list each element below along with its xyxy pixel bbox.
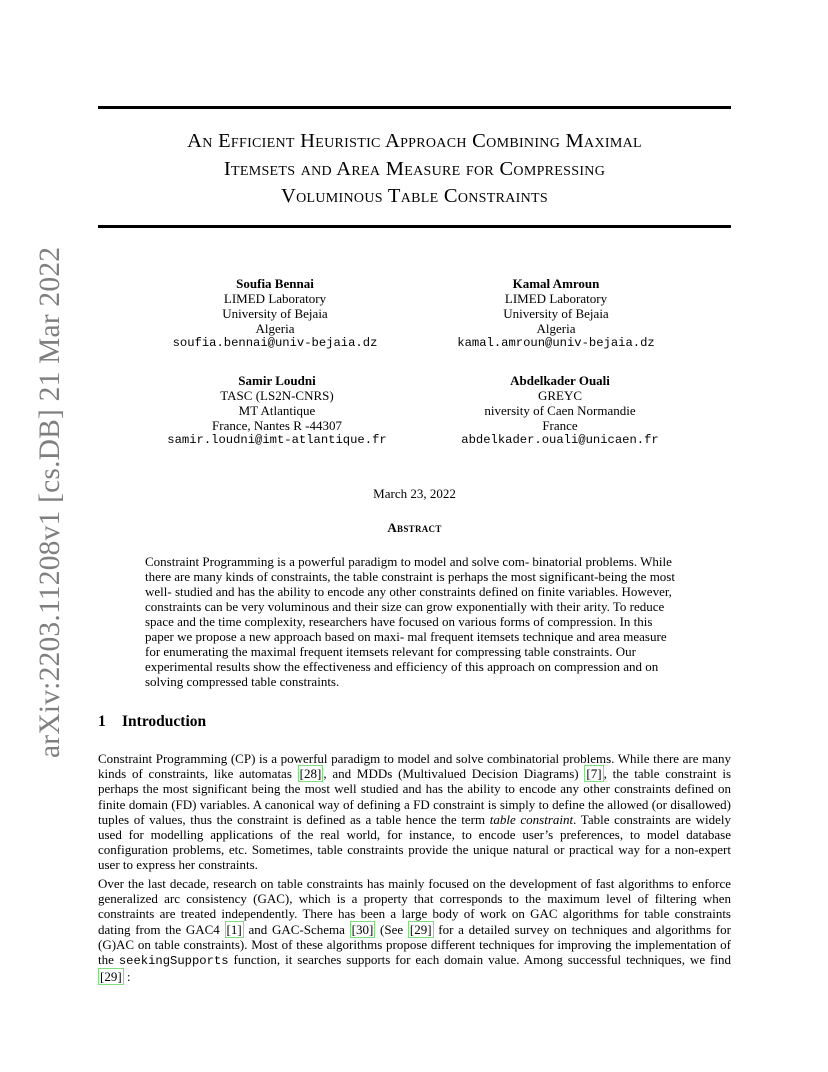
author-name: Kamal Amroun <box>512 276 600 291</box>
paragraph-text: for a detailed survey on techniques and algorithms for (G)AC on table constraints). Most of these algorithms propose different techniques for improving the implementation of the <box>98 921 731 968</box>
abstract-heading: Abstract <box>387 520 442 535</box>
arxiv-sidebar-id: arXiv:2203.11208v1 [cs.DB] 21 Mar 2022 <box>34 246 66 758</box>
paragraph-text: , and MDDs (Multivalued Decision Diagrams) <box>323 766 585 782</box>
author-email[interactable]: kamal.amroun@univ-bejaia.dz <box>457 336 655 350</box>
author-affiliation: University of Bejaia <box>222 306 328 321</box>
title-line-1: An Efficient Heuristic Approach Combining Maximal <box>187 130 642 152</box>
author-affiliation: LIMED Laboratory <box>223 291 327 306</box>
title-top-rule <box>98 106 731 109</box>
citation-link[interactable]: [1] <box>226 921 242 937</box>
author-block <box>127 373 427 448</box>
author-block <box>410 373 710 448</box>
citation-link[interactable]: [29] <box>409 921 432 937</box>
title-line-3: Voluminous Table Constraints <box>281 185 548 207</box>
paragraph-text: : <box>123 969 131 985</box>
citation-link[interactable]: [30] <box>351 921 374 937</box>
title-bottom-rule <box>98 225 731 228</box>
paragraph-text: and GAC-Schema <box>243 921 350 937</box>
title-line-2: Itemsets and Area Measure for Compressing <box>223 157 606 180</box>
section-title: Introduction <box>122 713 207 730</box>
emphasized-term: table constraint <box>489 811 574 827</box>
paragraph-text: . Table constraints are widely used for modelling applications of the real world, for instance, to encode user’s preferences, to model database configuration problems, etc. Sometimes, table constraints provide the unique natural or practical way for a non-expert user to express her constraints. <box>98 811 731 873</box>
author-name: Samir Loudni <box>238 373 316 388</box>
author-affiliation: niversity of Caen Normandie <box>484 403 636 418</box>
body-paragraph <box>98 751 731 873</box>
author-affiliation: TASC (LS2N-CNRS) <box>220 388 334 403</box>
author-email[interactable]: soufia.bennai@univ-bejaia.dz <box>172 336 378 350</box>
author-affiliation: MT Atlantique <box>238 403 316 418</box>
author-block <box>125 276 425 351</box>
author-affiliation: University of Bejaia <box>503 306 609 321</box>
citation-link[interactable]: [28] <box>299 766 322 782</box>
citation-link[interactable]: [29] <box>100 969 122 985</box>
author-email[interactable]: samir.loudni@imt-atlantique.fr <box>167 433 387 447</box>
author-name: Soufia Bennai <box>236 276 314 291</box>
author-affiliation: LIMED Laboratory <box>504 291 608 306</box>
abstract-text: Constraint Programming is a powerful paradigm to model and solve com- binatorial problems. While there are many kinds of constraints, the table constraint is perhaps the most significant-being the most well- studied and has the ability to encode any other constraints defined on finite variables. However, constraints can be very voluminous and their size can grow exponentially with their arity. To reduce space and the time complexity, researchers have focused on various forms of compression. In this paper we propose a new approach based on maxi- mal frequent itemsets technique and area measure for enumerating the maximal frequent itemsets relevant for compressing table constraints. Our experimental results show the effectiveness and efficiency of this approach on compression and on solving compressed table constraints. <box>145 554 675 689</box>
author-block <box>406 276 706 351</box>
paragraph-text: , the table constraint is perhaps the most significant being the most well studied and has the ability to encode any other constraints defined on finite domain (FD) variables. A canonical way of defining a FD constraint is simply to define the allowed (or disallowed) tuples of values, thus the constraint is defined as a table hence the term <box>98 766 732 827</box>
citation-link[interactable]: [7] <box>586 766 602 782</box>
author-email[interactable]: abdelkader.ouali@unicaen.fr <box>461 433 659 447</box>
section-heading <box>98 713 206 731</box>
paragraph-text: Constraint Programming (CP) is a powerful paradigm to model and solve combinatorial problems. While there are many kinds of constraints, like automatas <box>98 751 731 782</box>
paper-title <box>98 128 731 211</box>
code-identifier: seekingSupports <box>118 954 229 969</box>
author-name: Abdelkader Ouali <box>510 373 610 388</box>
paragraph-text: (See <box>375 921 408 937</box>
author-affiliation: France, Nantes R -44307 <box>212 418 342 433</box>
author-affiliation: France <box>542 418 578 433</box>
body-paragraph <box>98 876 731 984</box>
author-affiliation: Algeria <box>255 321 295 336</box>
author-affiliation: Algeria <box>536 321 576 336</box>
paper-date: March 23, 2022 <box>373 486 456 501</box>
section-number: 1 <box>98 713 106 730</box>
paragraph-text: function, it searches supports for each domain value. Among successful techniques, we find <box>228 952 731 968</box>
author-affiliation: GREYC <box>537 388 583 403</box>
paragraph-text: Over the last decade, research on table constraints has mainly focused on the development of fast algorithms to enforce generalized arc consistency (GAC), which is a property that corresponds to the maximum level of filtering when constraints are treated independently. There has been a large body of work on GAC algorithms for table constraints dating from the GAC4 <box>98 876 731 937</box>
